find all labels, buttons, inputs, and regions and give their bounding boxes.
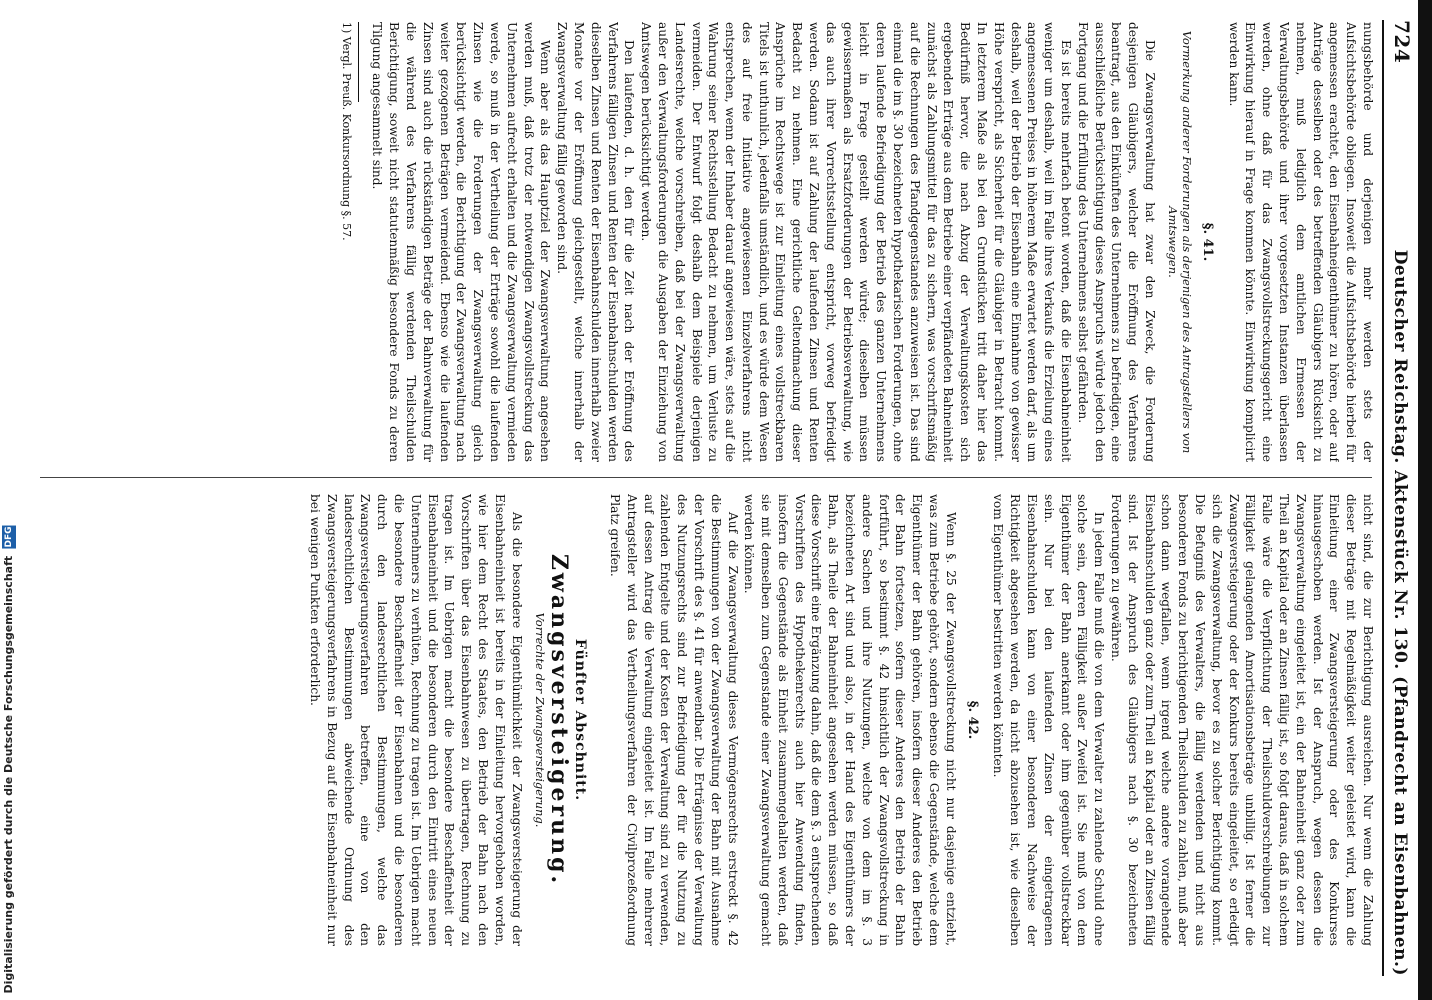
paragraph: nungsbehörde und derjenigen mehr werden stets der Aufsichtsbehörde obliegen. Insoweit die Aufsichtsbehörde hierbei für angemessen erachtet, den Eisenbahneigenthümer zu hören, oder auf Anträge desselben oder des betreffenden Gläubigers Rücksicht zu nehmen, muß lediglich dem amtlichen Ermessen der Verwaltungsbehörde und ihrer vorgesetzten Instanzen überlassen werden, ohne daß für das Zwangsvollstreckungsgericht eine Einwirkung hierauf in Frage kommen könnte. Einwirkung komplicirt werden kann. [1226, 22, 1375, 462]
section-heading: §. 41. [1199, 222, 1215, 262]
paragraph: Wenn §. 25 der Zwangsvollstreckung nicht nur dasjenige entzieht, was zum Betriebe gehört, sondern ebenso die Gegenstände, welche dem Eigenthümer der Bahn gehören, insofern dieser Anderes den Betrieb der Bahn fortsetzen, sofern dieser Anderes den Betrieb der Bahn fortführt, so bestimmt §. 42 hinsichtlich der Zwangsvollstreckung in andere Sachen und ihre Nutzungen, welche von dem im §. 3 bezeichneten Art sind und also, in der Hand des Eigenthümers der Bahn, als Theile der Bahneinheit angesehen werden müssen, so daß diese Vorschrift eine Ergänzung dahin, daß die dem §. 3 entsprechenden Vorschriften des Hypothekenrechts auch hier Anwendung finden, insofern die Gegenstände als Einheit zusammengehalten werden, daß sie mit demselben zum Gegenstande einer Zwangsverwaltung gemacht werden können. [742, 494, 958, 946]
paragraph: Auf die Zwangsverwaltung dieses Vermögensrechts erstreckt §. 42 die Bestimmungen von der Zwangsverwaltung der Bahn mit Ausnahme der Vorschrift des §. 41 für anwendbar. Die Erträgnisse der Verwaltung des Nutzungsrechts sind zur Befriedigung der für die Nutzung zu zahlenden Entgelte und der Kosten der Verwaltung sind zu verwenden, auf dessen Antrag die Verwaltung eingeleitet ist. Im Falle mehrerer Antragsteller wird das Vertheilungsverfahren der Civilprozeßordnung Platz greifen. [607, 494, 740, 946]
part-title: Zwangsversteigerung. [546, 553, 573, 887]
digitization-credit-bar [0, 0, 20, 1000]
paragraph: In jedem Falle muß die von dem Verwalter zu zahlende Schuld ohne solche sein, deren Fälligkeit außer Zweifel ist. Sie muß von dem Eigenthümer der Bahn anerkannt oder ihm gegenüber vollstreckbar sein. Nur bei den laufenden Zinsen der eingetragenen Eisenbahnschulden kann von einer besonderen Nachweise der Richtigkeit abgesehen werden, da nicht abzusehen ist, wie dieselben vom Eigenthümer bestritten werden könnten. [991, 494, 1107, 946]
page-number: 724 [1390, 20, 1414, 64]
section-subtitle: Vormerkung anderer Forderungen als derjenigen des Antragstellers von Amtswegen. [1166, 30, 1195, 454]
section-heading: §. 42. [964, 700, 980, 740]
part-heading: Fünfter Abschnitt. [572, 638, 589, 802]
credit-text: Digitalisierung gefördert durch die Deutsche Forschungsgemeinschaft [2, 556, 15, 994]
footnote: 1) Vergl. Preuß. Konkursordnung §. 57. [339, 22, 353, 241]
dfg-logo-icon: DFG [4, 527, 14, 549]
footnote-rule [358, 22, 359, 102]
column-divider [40, 477, 1372, 478]
paragraph: Es ist bereits mehrfach betont worden, daß die Eisenbahneinheit weniger um deshalb, weil im Falle ihres Verkaufs die Erzielung eines angemessenen Preises in höherem Maße erwartet werden darf, als um deshalb, weil der Betrieb der Eisenbahn eine Einnahme von gewisser Höhe verspricht, als Sicherheit für die Gläubiger in Betracht kommt. In letzterem Maße als bei den Grundstücken tritt daher hier das Bedürfniß hervor, die nach Abzug der Verwaltungskosten sich ergebenden Erträge aus dem Betriebe einer verpfändeten Bahneinheit zunächst als Zahlungsmittel für das zu sichern, was vorschriftsmäßig auf die Rechnungen des Pfandgegenstandes anzuweisen ist. Das sind einmal die im §. 30 bezeichneten hypothekarischen Forderungen, ohne deren laufende Befriedigung der Betrieb des ganzen Unternehmens leicht in Frage gestellt werden würde; dieselben müssen gewissermaßen als Ersatzforderungen der Betriebsverwaltung, wie das auch ihrer Vorrechtsstellung entspricht, vorweg befriedigt werden. Sodann ist auf Zahlung der laufenden Zinsen und Renten Bedacht zu nehmen. Eine gerichtliche Geltendmachung dieser Ansprüche im Rechtswege ist zur Einleitung eines vollstreckbaren Titels ist unthunlich, jedenfalls umständlich, und es würde dem Wesen des auf freie Initiative angewiesenen Einzelverfahrens nicht entsprechen, wenn der Inhaber darauf angewiesen wäre, stets auf die Wahrung seiner Rechtsstellung Bedacht zu nehmen, um Verluste zu vermeiden. Der Entwurf folgt deshalb dem Beispiele derjenigen Landesrechte, welche vorschreiben, daß bei der Zwangsverwaltung außer den Verwaltungsforderungen die Ausgaben der Einziehung von Amtswegen berücksichtigt werden. [639, 22, 1074, 462]
paragraph: Die Zwangsverwaltung hat zwar den Zweck, die Forderung desjenigen Gläubigers, welcher die Eröffnung des Verfahrens beantragt, aus den Einkünften des Unternehmens zu befriedigen, eine ausschließliche Berücksichtigung dieses Anspruchs würde jedoch den Fortgang und die Erfüllung des Unternehmens selbst gefährden. [1075, 22, 1158, 462]
header-title: Deutscher Reichstag. Aktenstück Nr. 130. (Pfandrecht an Eisenbahnen.) [1390, 249, 1410, 976]
left-column [10, 22, 1376, 462]
paragraph: Als die besondere Eigenthümlichkeit der Zwangsversteigerung der Eisenbahneinheit ist bereits in der Einleitung hervorgehoben worden, wie hier dem Recht des Staates, den Betrieb der Bahn nach den Vorschriften über das Eisenbahnwesen zu übertragen, Rechnung zu tragen ist. Im Uebrigen macht die besondere Beschaffenheit der Eisenbahneinheit und die besonderen durch den Eintritt eines neuen Unternehmers zu verhüten, Rechnung zu tragen ist. Im Uebrigen macht die besondere Beschaffenheit der Eisenbahnen und die besonderen durch den landesrechtlichen Bestimmungen, welche das Zwangsversteigerungsverfahren betreffen, eine von den landesrechtlichen Bestimmungen abweichende Ordnung des Zwangsversteigerungsverfahrens in Bezug auf die Eisenbahneinheit nur bei wenigen Punkten erforderlich. [307, 494, 524, 946]
scan-edge [1418, 0, 1432, 1000]
paragraph: nicht sind, die zur Berichtigung ausreichen. Nur wenn die Zahlung dieser Beträge mit Regelmäßigkeit weiter geleistet wird, kann die Einleitung einer Zwangsversteigerung oder des Konkurses hinausgeschoben werden. Ist der Anspruch, wegen dessen die Zwangsverwaltung eingeleitet ist, ein der Bahneinheit ganz oder zum Theil an Kapital oder an Zinsen fällig ist, so folgt daraus, daß in solchem Falle wäre die Verpflichtung der Theilschuldverschreibungen zur Fälligkeit gelangenden Amortisationsbeträge unbillig. Ist ferner die Zwangsversteigerung oder der Konkurs bereits eingeleitet, so erledigt sich die Zwangsverwaltung, bevor es zu solcher Berichtigung kommt. Die Befugniß des Verwalters, die fällig werdenden und nicht aus besonderen Fonds zu berichtigenden Theilschulden zu zahlen, muß aber schon dann wegfallen, wenn irgend welche andere vorangehende Eisenbahnschulden ganz oder zum Theil an Kapital oder an Zinsen fällig sind. Ist der Anspruch des Gläubigers nach §. 30 bezeichneten Forderungen zu gewähren. [1109, 494, 1375, 946]
digitization-credit [2, 526, 16, 994]
part-subtitle: Vorrechte der Zwangsversteigerung. [532, 612, 547, 828]
running-header [1382, 20, 1414, 976]
paragraph: Den laufenden, d. h. den für die Zeit nach der Eröffnung des Verfahrens fälligen Zinsen und Renten der Eisenbahnschulden werden dieselben Zinsen und Renten der Eisenbahnschulden innerhalb zweier Monate vor der Eröffnung gleichgestellt, welche innerhalb der Zwangsverwaltung fällig geworden sind. [555, 22, 637, 462]
paragraph: Wenn aber als das Hauptziel der Zwangsverwaltung angesehen werden muß, daß trotz der notwendigen Zwangsvollstreckung das Unternehmen aufrecht erhalten und die Zwangsverwaltung vermieden werde, so muß in der Vertheilung der Erträge sowohl die laufenden Zinsen wie die Forderungen der Zwangsverwaltung gleich berücksichtigt werden, die Berichtigung der Zwangsverwaltung nach weiter gezogenen Beträgen vermeidend. Ebenso wie die laufenden Zinsen sind auch die rückständigen Beträge der Bahnverwaltung für die während des Verfahrens fällig werdenden Theilschulden Berichtigung, soweit nicht statutenmäßig besondere Fonds zu deren Tilgung angesammelt sind. [370, 22, 553, 462]
right-column [10, 494, 1376, 946]
